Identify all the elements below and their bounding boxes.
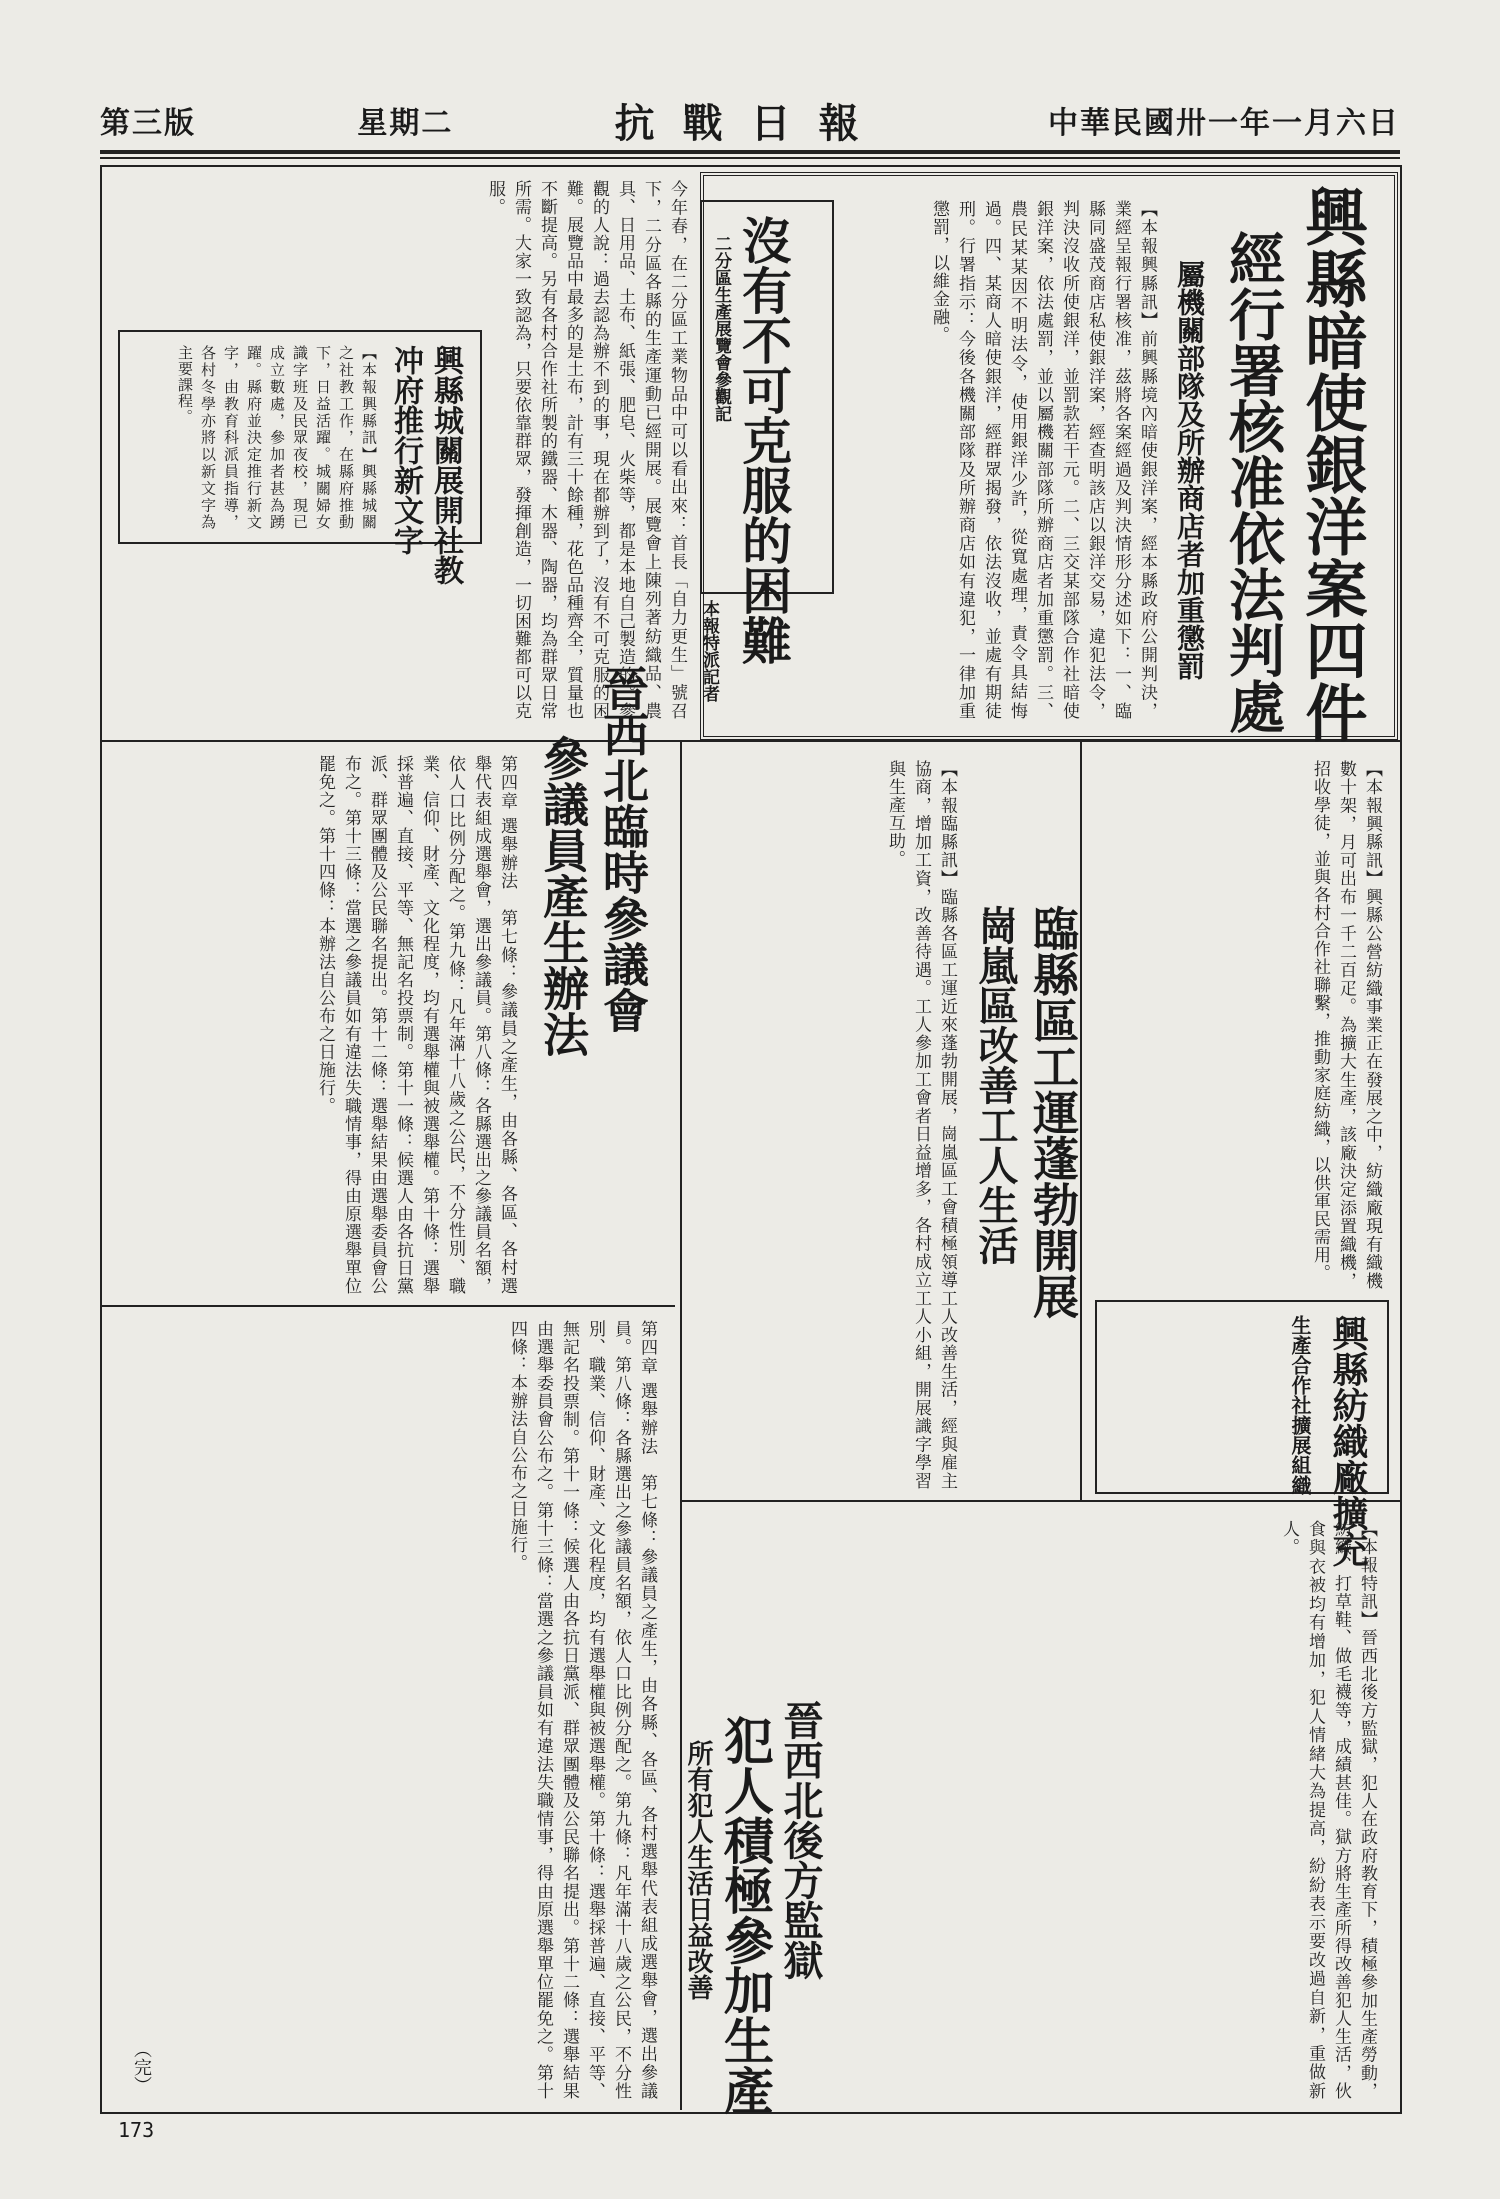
article-7-subhead: 生產合作社擴展組織 [1288, 1315, 1312, 1495]
article-6-subhead: 晉西北後方監獄 [777, 1700, 824, 1980]
article-2-byline: 本報特派記者 [699, 600, 719, 702]
article-1-body: 【本報興縣訊】前興縣境內暗使銀洋案，經本縣政府公開判決，業經呈報行署核准，茲將各案經過及判決情形分述如下：一、臨縣同盛茂商店私使銀洋案，經查明該店以銀洋交易，違犯法令，判決沒收所使銀洋，並罰款若干元。二、三交某部隊合作社暗使銀洋案，依法處罰，並以屬機關部隊所辦商店者加重懲罰。三、農民某某因不明法令，使用銀洋少許，從寬處理，責令具結悔過。四、某商人暗使銀洋，經群眾揭發，依法沒收，並處有期徒刑。行署指示：今後各機關部隊及所辦商店如有違犯，一律加重懲罰，以維金融。 [929, 200, 1157, 720]
article-5-subhead: 崗嵐區改善工人生活 [972, 905, 1019, 1265]
article-2-headline: 沒有不可克服的困難 [734, 215, 793, 665]
article-2-body: 今年春，在二分區工業物品中可以看出來：首長「自力更生」號召下，二分區各縣的生產運動已經開展。展覽會上陳列著紡織品、農具、日用品、土布、紙張、肥皂、火柴等，都是本地自己製造的。參觀的人說：過去認為辦不到的事，現在都辦到了，沒有不可克服的困難。展覽品中最多的是土布，計有三十餘種，花色品種齊全，質量也不斷提高。另有各村合作社所製的鐵器、木器、陶器，均為群眾日常所需。大家一致認為，只要依靠群眾，發揮創造，一切困難都可以克服。 [485, 180, 687, 720]
article-4-subhead: 參議員產生辦法 [536, 735, 590, 1057]
article-4-continuation: 第四章 選舉辦法 第七條：參議員之產生，由各縣、各區、各村選舉代表組成選舉會，選出參議員。第八條：各縣選出之參議員名額，依人口比例分配之。第九條：凡年滿十八歲之公民，不分性別、職業、信仰、財產、文化程度，均有選舉權與被選舉權。第十條：選舉採普遍、直接、平等、無記名投票制。第十一條：候選人由各抗日黨派、群眾團體及公民聯名提出。第十二條：選舉結果由選舉委員會公布之。第十三條：當選之參議員如有違法失職情事，得由原選舉單位罷免之。第十四條：本辦法自公布之日施行。 [507, 1320, 657, 2100]
end-mark: （完） [131, 2040, 152, 2094]
weekday: 星期二 [357, 106, 454, 141]
page-number: 173 [118, 2118, 155, 2142]
article-5-body: 【本報臨縣訊】臨縣各區工運近來蓬勃開展，崗嵐區工會積極領導工人改善生活，經與雇主協商，增加工資，改善待遇。工人參加工會者日益增多，各村成立工人小組，開展識字學習與生產互助。 [885, 760, 957, 1490]
paper-name: 抗戰日報 [614, 99, 887, 147]
article-6-body: 【本報特訊】晉西北後方監獄，犯人在政府教育下，積極參加生產勞動，紡織、打草鞋、做毛襪等，成績甚佳。獄方將生產所得改善犯人生活，伙食與衣被均有增加，犯人情緒大為提高，紛紛表示要改過自新，重做新人。 [1279, 1520, 1377, 2100]
article-3-headline: 興縣城關展開社教 [428, 345, 463, 585]
page-label: 第三版 [100, 106, 196, 141]
article-1-headline: 興縣暗使銀洋案四件 [1295, 185, 1368, 743]
article-4-headline: 晉西北臨時參議會 [596, 665, 650, 1033]
article-2-subhead: 二分區生產展覽會參觀記 [711, 235, 731, 422]
issue-date: 中華民國卅一年一月六日 [1047, 106, 1400, 141]
article-4-body: 第四章 選舉辦法 第七條：參議員之產生，由各縣、各區、各村選舉代表組成選舉會，選出參議員。第八條：各縣選出之參議員名額，依人口比例分配之。第九條：凡年滿十八歲之公民，不分性別、職業、信仰、財產、文化程度，均有選舉權與被選舉權。第十條：選舉採普遍、直接、平等、無記名投票制。第十一條：候選人由各抗日黨派、群眾團體及公民聯名提出。第十二條：選舉結果由選舉委員會公布之。第十三條：當選之參議員如有違法失職情事，得由原選舉單位罷免之。第十四條：本辦法自公布之日施行。 [315, 755, 517, 1295]
article-1-deck: 屬機關部隊及所辦商店者加重懲罰 [1173, 260, 1206, 680]
masthead [100, 95, 1400, 145]
lower-right-divider [680, 1500, 1400, 1502]
article-3-subhead: 冲府推行新文字 [388, 345, 423, 555]
article-1-subhead: 經行署核准依法判處 [1220, 230, 1286, 734]
article-7-body: 【本報興縣訊】興縣公營紡織事業正在發展之中，紡織廠現有織機數十架，月可出布一千二百疋。為擴大生產，該廠決定添置織機，招收學徒，並與各村合作社聯繫，推動家庭紡織，以供軍民需用。 [1310, 760, 1382, 1290]
column-divider-center [680, 740, 682, 2110]
column-divider-right [1080, 740, 1082, 1500]
upper-section-divider [100, 740, 1400, 742]
article-7-headline: 興縣紡織廠擴充 [1327, 1315, 1369, 1567]
article-6-headline: 犯人積極參加生產 [716, 1715, 775, 2115]
masthead-rule [100, 150, 1400, 154]
article-5-headline: 臨縣區工運蓬勃開展 [1026, 905, 1080, 1319]
article-6-deck: 所有犯人生活日益改善 [683, 1740, 713, 2000]
article-3-body: 【本報興縣訊】興縣城關之社教工作，在縣府推動下，日益活躍。城關婦女識字班及民眾夜校，現已成立數處，參加者甚為踴躍。縣府並決定推行新文字，由教育科派員指導，各村冬學亦將以新文字為主要課程。 [176, 345, 378, 530]
masthead-rule-thin [100, 157, 1400, 159]
lower-left-divider [100, 1305, 675, 1307]
